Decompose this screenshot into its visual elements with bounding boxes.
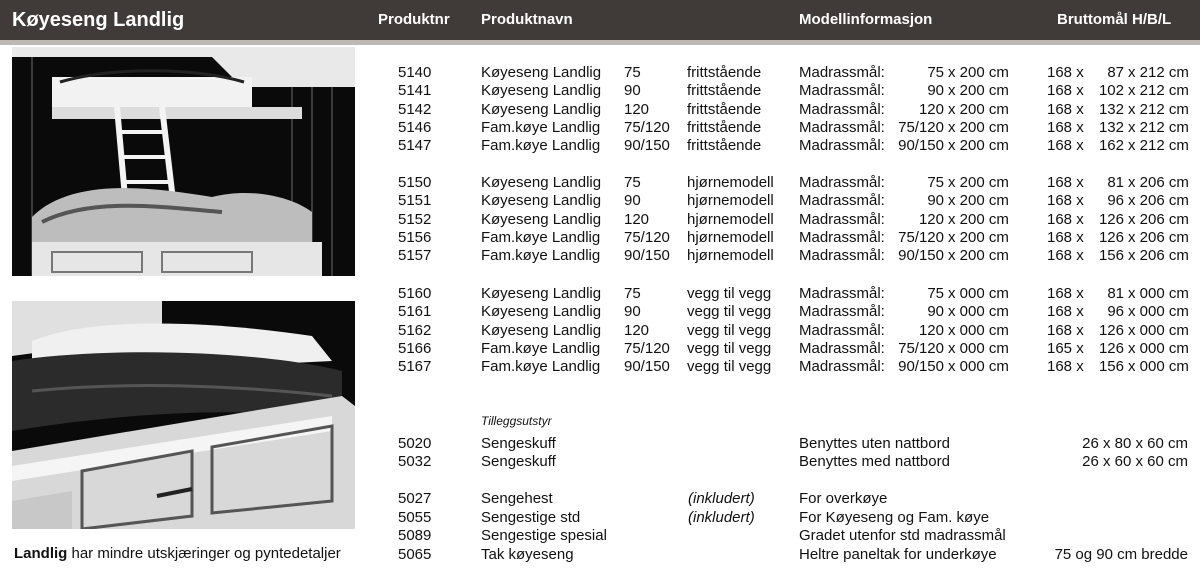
mattress-label: Madrassmål: [799, 247, 885, 265]
col-header-bruttomal: Bruttomål H/B/L [1057, 11, 1172, 28]
gross-height: 168 x [1047, 358, 1084, 376]
product-name: Fam.køye Landlig [481, 137, 601, 155]
mattress-width: 120 [918, 321, 944, 339]
caption [14, 545, 341, 562]
gross-height: 168 x [1047, 192, 1084, 210]
gross-length: x 206 cm [1128, 210, 1189, 228]
gross-length: x 000 cm [1128, 285, 1189, 302]
mattress-label: Madrassmål: [799, 339, 885, 357]
mattress-width: 75 [927, 285, 944, 302]
mattress-label: Madrassmål: [799, 100, 885, 118]
mattress-width: 90/150 [898, 137, 944, 155]
product-number: 5142 [398, 100, 432, 118]
product-number: 5151 [398, 192, 432, 210]
product-model-type: frittstående [687, 100, 762, 118]
product-size: 120 [624, 321, 650, 339]
accessory-info: Benyttes uten nattbord [799, 435, 950, 452]
accessory-dims: 26 x 60 x 60 cm [1082, 453, 1188, 471]
mattress-width: 75/120 [898, 118, 944, 136]
col-header-modellinformasjon: Modellinformasjon [799, 11, 933, 28]
caption-bold: Landlig [14, 545, 68, 562]
col-header-produktnr: Produktnr [378, 11, 450, 28]
product-name: Fam.køye Landlig [481, 247, 601, 265]
gross-length: x 000 cm [1128, 303, 1189, 321]
gross-length: x 212 cm [1128, 137, 1189, 155]
product-size: 90/150 [624, 358, 670, 376]
product-size: 90 [624, 192, 641, 210]
gross-height: 165 x [1047, 339, 1084, 357]
gross-height: 168 x [1047, 321, 1084, 339]
mattress-label: Madrassmål: [799, 321, 885, 339]
mattress-label: Madrassmål: [799, 358, 885, 376]
product-number: 5167 [398, 358, 432, 376]
product-photo-bed-drawers [12, 301, 355, 529]
product-model-type: frittstående [687, 64, 762, 81]
product-size: 75 [624, 285, 641, 302]
accessory-number: 5032 [398, 453, 432, 471]
product-model-type: frittstående [687, 137, 762, 155]
product-number: 5150 [398, 174, 432, 191]
product-size: 120 [624, 210, 650, 228]
product-name: Fam.køye Landlig [481, 118, 601, 136]
gross-height: 168 x [1047, 118, 1084, 136]
gross-height: 168 x [1047, 137, 1084, 155]
product-number: 5152 [398, 210, 432, 228]
mattress-length: x 200 cm [948, 192, 1009, 210]
gross-width: 81 [1107, 174, 1124, 191]
product-name: Køyeseng Landlig [481, 82, 602, 100]
mattress-label: Madrassmål: [799, 137, 885, 155]
gross-width: 156 [1098, 247, 1124, 265]
mattress-width: 90 [927, 82, 944, 100]
product-number: 5146 [398, 118, 432, 136]
gross-width: 162 [1098, 137, 1124, 155]
gross-length: x 212 cm [1128, 82, 1189, 100]
page-title: Køyeseng Landlig [12, 9, 185, 31]
gross-width: 126 [1098, 210, 1124, 228]
accessory-name: Sengestige std [481, 508, 581, 526]
gross-length: x 212 cm [1128, 118, 1189, 136]
gross-height: 168 x [1047, 303, 1084, 321]
product-model-type: hjørnemodell [687, 174, 774, 191]
accessory-name: Sengeskuff [481, 435, 556, 452]
gross-width: 132 [1098, 118, 1124, 136]
gross-height: 168 x [1047, 210, 1084, 228]
mattress-label: Madrassmål: [799, 228, 885, 246]
mattress-label: Madrassmål: [799, 192, 885, 210]
gross-length: x 212 cm [1128, 100, 1189, 118]
caption-rest: har mindre utskjæringer og pyntedetaljer [67, 545, 341, 562]
gross-width: 126 [1098, 339, 1124, 357]
product-size: 90 [624, 303, 641, 321]
product-name: Køyeseng Landlig [481, 192, 602, 210]
mattress-length: x 000 cm [948, 339, 1009, 357]
mattress-width: 75/120 [898, 339, 944, 357]
product-number: 5161 [398, 303, 432, 321]
gross-height: 168 x [1047, 82, 1084, 100]
gross-width: 96 [1107, 192, 1124, 210]
gross-width: 156 [1098, 358, 1124, 376]
product-size: 75 [624, 64, 641, 81]
product-model-type: hjørnemodell [687, 228, 774, 246]
mattress-length: x 200 cm [948, 64, 1009, 81]
accessory-info: For overkøye [799, 490, 888, 507]
accessory-note: (inkludert) [688, 508, 755, 526]
product-size: 90/150 [624, 247, 670, 265]
product-photo-bunk-bed [12, 47, 355, 276]
gross-width: 132 [1098, 100, 1124, 118]
product-model-type: vegg til vegg [687, 358, 772, 376]
product-size: 75/120 [624, 339, 670, 357]
product-number: 5156 [398, 228, 432, 246]
product-number: 5162 [398, 321, 432, 339]
product-name: Køyeseng Landlig [481, 210, 602, 228]
product-number: 5141 [398, 82, 432, 100]
gross-height: 168 x [1047, 228, 1084, 246]
accessory-dims: 75 og 90 cm bredde [1054, 545, 1188, 563]
product-size: 75/120 [624, 228, 670, 246]
product-size: 75/120 [624, 118, 670, 136]
product-model-type: vegg til vegg [687, 321, 772, 339]
product-name: Køyeseng Landlig [481, 303, 602, 321]
product-name: Køyeseng Landlig [481, 174, 602, 191]
gross-length: x 206 cm [1128, 192, 1189, 210]
accessory-name: Sengestige spesial [481, 527, 607, 544]
accessory-name: Sengehest [481, 490, 553, 507]
accessory-number: 5020 [398, 435, 432, 452]
gross-length: x 206 cm [1128, 247, 1189, 265]
product-size: 120 [624, 100, 650, 118]
accessory-dims: 26 x 80 x 60 cm [1082, 435, 1188, 452]
gross-width: 126 [1098, 321, 1124, 339]
product-name: Køyeseng Landlig [481, 100, 602, 118]
accessory-number: 5065 [398, 545, 432, 563]
mattress-length: x 200 cm [948, 174, 1009, 191]
mattress-length: x 200 cm [948, 82, 1009, 100]
mattress-length: x 000 cm [948, 358, 1009, 376]
accessory-name: Tak køyeseng [481, 545, 574, 563]
gross-length: x 212 cm [1128, 64, 1189, 81]
accessory-number: 5027 [398, 490, 432, 507]
gross-height: 168 x [1047, 285, 1084, 302]
accessory-info: Heltre paneltak for underkøye [799, 545, 997, 563]
mattress-label: Madrassmål: [799, 118, 885, 136]
product-size: 90 [624, 82, 641, 100]
gross-length: x 206 cm [1128, 228, 1189, 246]
gross-width: 102 [1098, 82, 1124, 100]
gross-height: 168 x [1047, 64, 1084, 81]
product-number: 5166 [398, 339, 432, 357]
product-model-type: vegg til vegg [687, 285, 772, 302]
mattress-width: 120 [918, 100, 944, 118]
gross-width: 96 [1107, 303, 1124, 321]
mattress-label: Madrassmål: [799, 303, 885, 321]
product-model-type: hjørnemodell [687, 210, 774, 228]
mattress-width: 75 [927, 174, 944, 191]
mattress-width: 90/150 [898, 247, 944, 265]
mattress-length: x 200 cm [948, 118, 1009, 136]
accessories-heading: Tilleggsutstyr [481, 414, 552, 428]
accessory-info: Benyttes med nattbord [799, 453, 950, 471]
accessory-name: Sengeskuff [481, 453, 556, 471]
product-name: Fam.køye Landlig [481, 358, 601, 376]
mattress-width: 90 [927, 192, 944, 210]
mattress-length: x 200 cm [948, 228, 1009, 246]
gross-length: x 000 cm [1128, 358, 1189, 376]
product-name: Fam.køye Landlig [481, 339, 601, 357]
mattress-length: x 200 cm [948, 247, 1009, 265]
mattress-label: Madrassmål: [799, 64, 885, 81]
mattress-width: 120 [918, 210, 944, 228]
accessory-number: 5089 [398, 527, 432, 544]
product-number: 5160 [398, 285, 432, 302]
product-name: Fam.køye Landlig [481, 228, 601, 246]
product-name: Køyeseng Landlig [481, 285, 602, 302]
mattress-length: x 000 cm [948, 321, 1009, 339]
mattress-length: x 000 cm [948, 303, 1009, 321]
product-name: Køyeseng Landlig [481, 64, 602, 81]
product-size: 90/150 [624, 137, 670, 155]
product-model-type: frittstående [687, 82, 762, 100]
mattress-label: Madrassmål: [799, 285, 885, 302]
product-model-type: hjørnemodell [687, 192, 774, 210]
accessory-info: For Køyeseng og Fam. køye [799, 508, 990, 526]
col-header-produktnavn: Produktnavn [481, 11, 573, 28]
product-model-type: vegg til vegg [687, 303, 772, 321]
gross-length: x 206 cm [1128, 174, 1189, 191]
header-divider [0, 40, 1200, 45]
header-bar [0, 0, 1200, 40]
mattress-width: 75 [927, 64, 944, 81]
mattress-length: x 000 cm [948, 285, 1009, 302]
product-number: 5140 [398, 64, 432, 81]
gross-width: 87 [1107, 64, 1124, 81]
product-model-type: frittstående [687, 118, 762, 136]
product-model-type: hjørnemodell [687, 247, 774, 265]
gross-height: 168 x [1047, 247, 1084, 265]
mattress-length: x 200 cm [948, 137, 1009, 155]
product-number: 5147 [398, 137, 432, 155]
mattress-label: Madrassmål: [799, 174, 885, 191]
product-size: 75 [624, 174, 641, 191]
accessory-number: 5055 [398, 508, 432, 526]
gross-width: 126 [1098, 228, 1124, 246]
product-name: Køyeseng Landlig [481, 321, 602, 339]
mattress-width: 90 [927, 303, 944, 321]
mattress-length: x 200 cm [948, 210, 1009, 228]
mattress-width: 75/120 [898, 228, 944, 246]
mattress-width: 90/150 [898, 358, 944, 376]
product-number: 5157 [398, 247, 432, 265]
gross-length: x 000 cm [1128, 321, 1189, 339]
mattress-label: Madrassmål: [799, 210, 885, 228]
mattress-length: x 200 cm [948, 100, 1009, 118]
gross-length: x 000 cm [1128, 339, 1189, 357]
accessory-note: (inkludert) [688, 490, 755, 507]
gross-height: 168 x [1047, 174, 1084, 191]
gross-height: 168 x [1047, 100, 1084, 118]
mattress-label: Madrassmål: [799, 82, 885, 100]
product-model-type: vegg til vegg [687, 339, 772, 357]
accessory-info: Gradet utenfor std madrassmål [799, 527, 1006, 544]
gross-width: 81 [1107, 285, 1124, 302]
